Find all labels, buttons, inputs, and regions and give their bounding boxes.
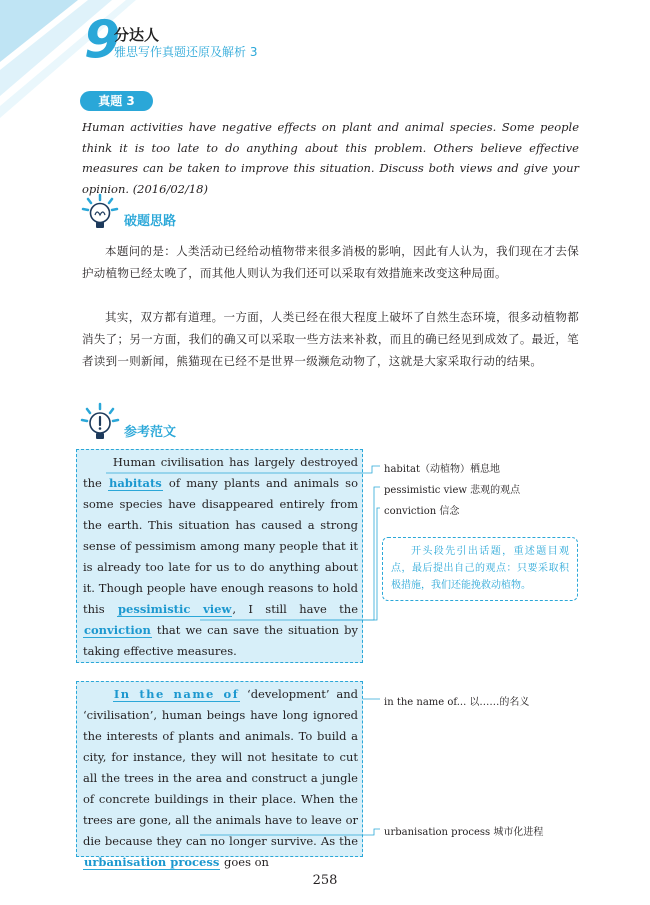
book-subtitle: 雅思写作真题还原及解析 3 <box>114 45 258 59</box>
vocab-note-in-the-name-of: in the name of... 以……的名义 <box>384 697 530 708</box>
vocab-note-pessimistic-view: pessimistic view 悲观的观点 <box>384 485 521 496</box>
term-in-the-name-of: In the name of <box>113 687 240 701</box>
page-number: 258 <box>312 873 338 888</box>
brand-title: 分达人 <box>114 26 160 44</box>
para1-text: of many plants and animals so some species have disappeared entirely from the earth. This situation has caused a strong sense of pessimism among many people that it is already too late for us to do anything about it. Though people have enough reasons to hold this <box>83 476 358 616</box>
sample-paragraph-1 <box>76 449 363 663</box>
term-urbanisation-process: urbanisation process <box>84 855 220 869</box>
term-pessimistic-view: pessimistic view <box>117 602 232 616</box>
analysis-paragraph-1: 本题问的是：人类活动已经给动植物带来很多消极的影响，因此有人认为，我们现在才去保护动植物已经太晚了，而其他人则认为我们还可以采取有效措施来改变这种局面。 <box>82 244 579 280</box>
para2-text: ‘development’ and ‘civilisation’, human beings have long ignored the interests of plants and animals. To build a city, for instance, they will not hesitate to cut all the trees in the area and construct a jungle of concrete buildings in their place. When the trees are gone, all the animals have to leave or die because they can no longer survive. As the <box>83 687 359 848</box>
lightbulb-idea-icon <box>80 193 120 233</box>
para1-text: , I still have the <box>232 602 358 616</box>
lightbulb-exclamation-icon <box>80 402 120 444</box>
vocab-note-conviction: conviction 信念 <box>384 506 460 517</box>
analysis-paragraph-2: 其实，双方都有道理。一方面，人类已经在很大程度上破坏了自然生态环境，很多动植物都消失了；另一方面，我们的确又可以采取一些方法来补救，而且的确已经见到成效了。最近，笔者读到一则新闻，熊猫现在已经不是世界一级濒危动物了，这就是大家采取行动的结果。 <box>82 310 579 368</box>
para1-text: Human civilisation has largely destroyed the <box>83 455 358 490</box>
sample-title: 参考范文 <box>124 425 177 440</box>
question-badge: 真题 3 <box>80 91 153 111</box>
analysis-title: 破题思路 <box>124 214 177 229</box>
chapter-number: 9 <box>84 10 121 70</box>
question-prompt: Human activities have negative effects on plant and animal species. Some people think it is too late to do anything about this problem. Others believe effective measures can be taken to improve this situation. Discuss both views and give your opinion. (2016/02/18) <box>82 120 579 196</box>
term-habitats: habitats <box>108 476 162 490</box>
para2-text: goes on <box>220 855 269 869</box>
sample-paragraph-2 <box>76 681 363 869</box>
vocab-note-habitat: habitat（动植物）栖息地 <box>384 464 501 475</box>
intro-comment-box: 开头段先引出话题，重述题目观点，最后提出自己的观点：只要采取积极措施，我们还能挽救动植物。 <box>382 537 578 601</box>
para1-text: that we can save the situation by taking effective measures. <box>83 623 358 658</box>
vocab-note-urbanisation: urbanisation process 城市化进程 <box>384 827 544 838</box>
term-conviction: conviction <box>84 623 151 637</box>
